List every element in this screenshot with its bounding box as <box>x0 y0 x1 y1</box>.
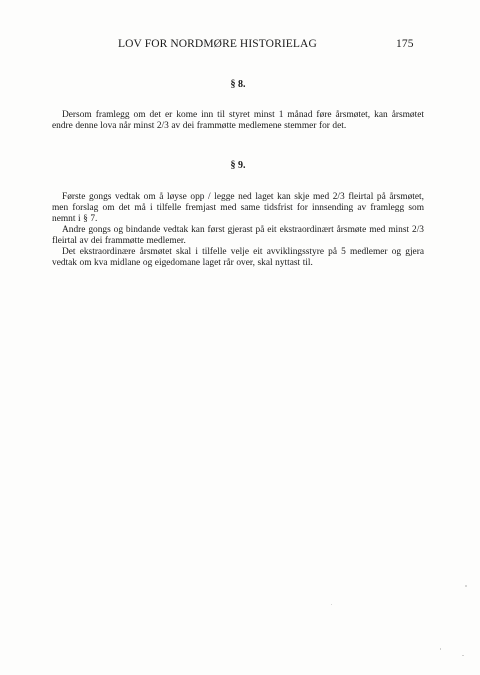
section-9 <box>52 158 424 269</box>
section-8 <box>52 77 424 132</box>
scan-speck <box>465 585 467 587</box>
paragraph: Første gongs vedtak om å løyse opp / legge ned laget kan skje med 2/3 fleirtal på årsmøtet, men forslag om det må i tilfelle fremjast med same tidsfrist for innsending av framlegg som nemnt i § 7. <box>52 192 424 224</box>
scan-speck <box>440 648 441 650</box>
paragraph: Det ekstraordinære årsmøtet skal i tilfelle velje eit avviklingsstyre på 5 medlemer og gjera vedtak om kva midlane og eigedomane laget rår over, skal nyttast til. <box>52 247 424 268</box>
paragraph: Andre gongs og bindande vedtak kan først gjerast på eit ekstraordinært årsmøte med minst 2/3 fleirtal av dei frammøtte medlemer. <box>52 225 424 246</box>
paragraph: Dersom framlegg om det er kome inn til styret minst 1 månad føre årsmøtet, kan årsmøtet endre denne lova når minst 2/3 av dei frammøtte medlemene stemmer for det. <box>52 110 424 131</box>
section-heading: § 9. <box>230 160 246 171</box>
scan-speck <box>462 655 464 656</box>
section-heading: § 8. <box>230 79 246 90</box>
page-number: 175 <box>396 38 414 50</box>
scan-speck <box>331 604 332 605</box>
running-header <box>0 38 480 54</box>
running-title: LOV FOR NORDMØRE HISTORIELAG <box>118 38 317 50</box>
